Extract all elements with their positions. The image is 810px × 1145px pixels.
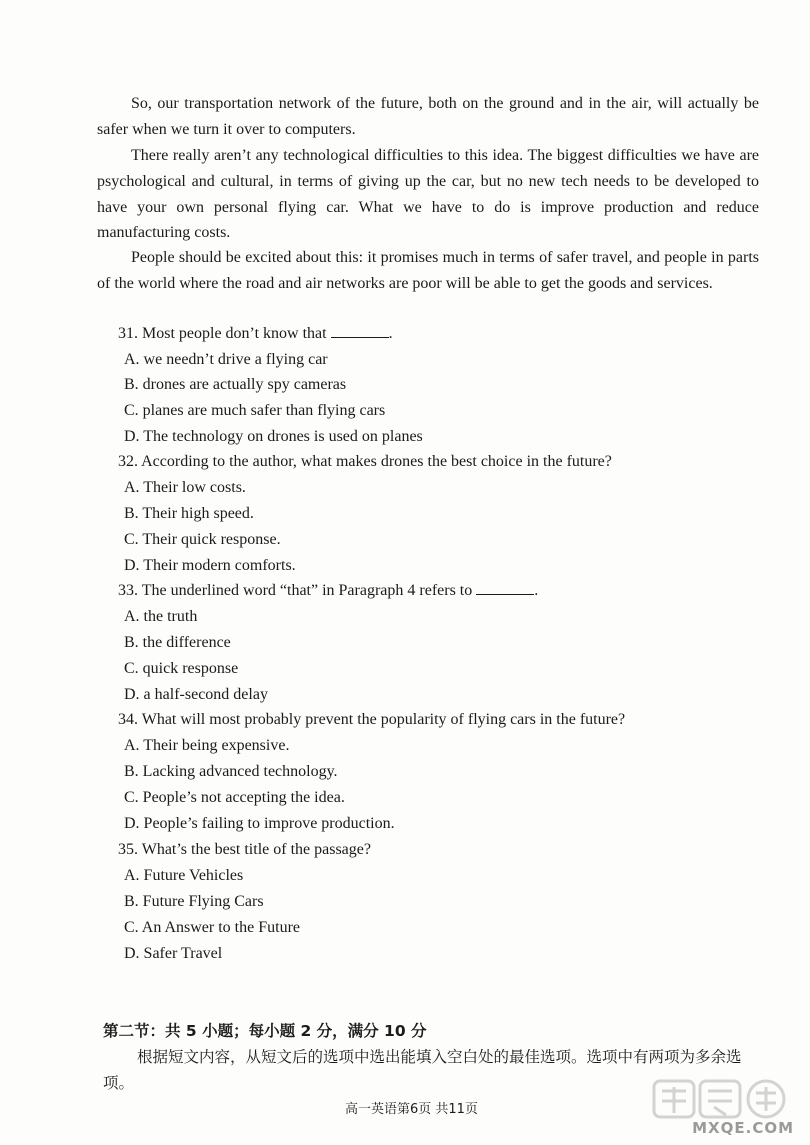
question-stem: 31. Most people don’t know that: [118, 325, 331, 342]
question-33: [118, 580, 538, 602]
option-32-c: C. Their quick response.: [124, 531, 281, 548]
option-34-a: A. Their being expensive.: [124, 737, 290, 754]
section-title: 第二节：共 5 小题；每小题 2 分，满分 10 分: [103, 1022, 427, 1040]
option-34-c: C. People’s not accepting the idea.: [124, 789, 345, 806]
question-32: 32. According to the author, what makes drones the best choice in the future?: [118, 453, 612, 470]
passage-paragraph-2: [97, 143, 759, 246]
option-34-b: B. Lacking advanced technology.: [124, 763, 338, 780]
option-33-b: B. the difference: [124, 634, 231, 651]
paragraph-text: People should be excited about this: it promises much in terms of safer travel, and people in parts of the world where the road and air networks are poor will be able to get the goods and services.: [97, 249, 759, 292]
answer-blank: [331, 323, 389, 338]
option-33-d: D. a half-second delay: [124, 686, 268, 703]
option-32-d: D. Their modern comforts.: [124, 557, 296, 574]
passage-paragraph-3: [97, 245, 759, 297]
answer-blank: [476, 580, 534, 595]
question-31: [118, 323, 393, 345]
option-31-a: A. we needn’t drive a flying car: [124, 351, 328, 368]
option-35-c: C. An Answer to the Future: [124, 919, 300, 936]
option-31-c: C. planes are much safer than flying cars: [124, 402, 386, 419]
question-34: 34. What will most probably prevent the popularity of flying cars in the future?: [118, 711, 626, 728]
option-32-b: B. Their high speed.: [124, 505, 254, 522]
option-33-c: C. quick response: [124, 660, 239, 677]
watermark-url: MXQE.COM: [692, 1119, 794, 1137]
question-stem-end: .: [388, 325, 393, 342]
section-instruction: 根据短文内容，从短文后的选项中选出能填入空白处的最佳选项。选项中有两项为多余选项。: [103, 1048, 742, 1092]
option-35-a: A. Future Vehicles: [124, 867, 244, 884]
option-35-d: D. Safer Travel: [124, 945, 223, 962]
option-35-b: B. Future Flying Cars: [124, 893, 264, 910]
question-stem-end: .: [534, 582, 539, 599]
paragraph-text: There really aren’t any technological difficulties to this idea. The biggest difficulties we have are psychological and cultural, in terms of giving up the car, but no new tech needs to be developed to have your own personal flying car. What we have to do is improve production and reduce manufacturing costs.: [97, 147, 759, 242]
option-31-b: B. drones are actually spy cameras: [124, 376, 347, 393]
question-stem: 33. The underlined word “that” in Paragraph 4 refers to: [118, 582, 477, 599]
option-31-d: D. The technology on drones is used on planes: [124, 428, 423, 445]
paragraph-text: So, our transportation network of the future, both on the ground and in the air, will actually be safer when we turn it over to computers.: [97, 95, 759, 138]
page-footer: 高一英语第6页 共11页: [345, 1102, 478, 1117]
option-32-a: A. Their low costs.: [124, 479, 246, 496]
option-33-a: A. the truth: [124, 608, 198, 625]
option-34-d: D. People’s failing to improve production.: [124, 815, 395, 832]
passage-paragraph-1: [97, 91, 759, 143]
question-35: 35. What’s the best title of the passage?: [118, 841, 371, 858]
